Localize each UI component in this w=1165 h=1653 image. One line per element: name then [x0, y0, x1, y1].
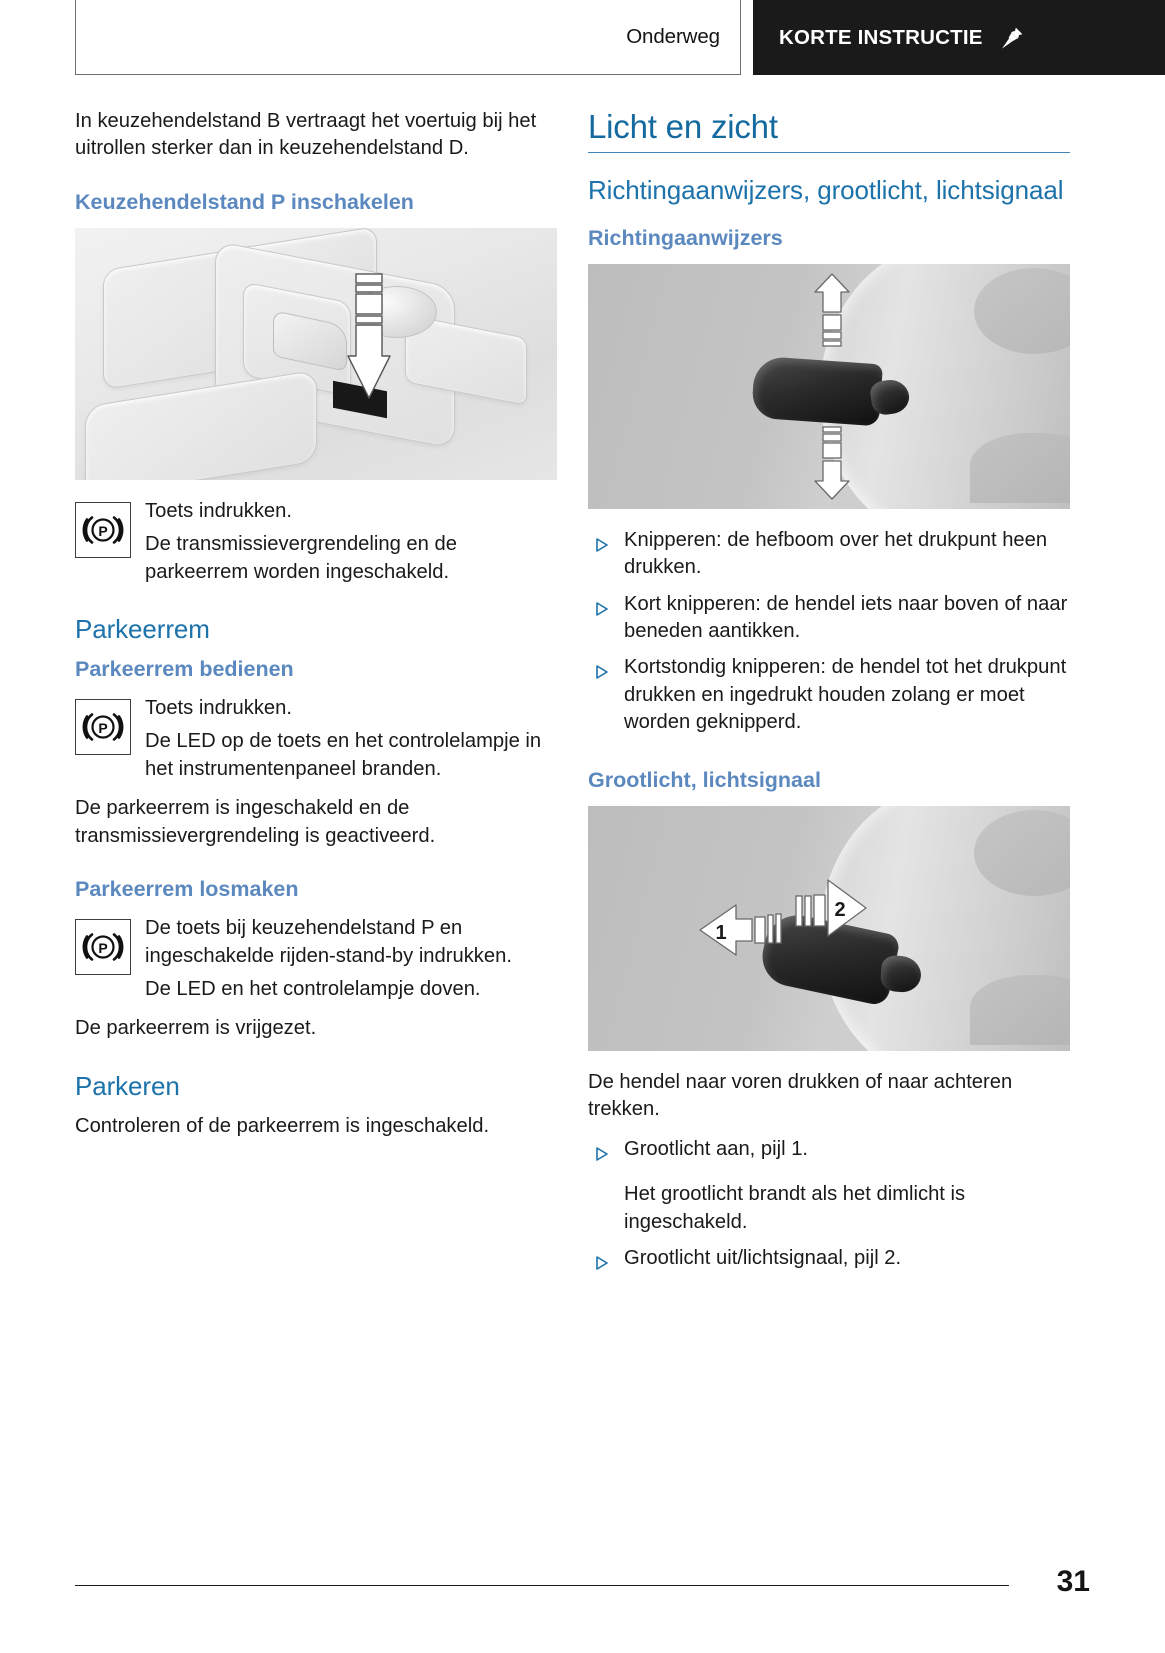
- list-item: [588, 654, 1070, 736]
- list-item: [588, 591, 1070, 646]
- parking-brake-icon: [75, 919, 131, 975]
- losmaken-paragraph: De parkeerrem is vrijgezet.: [75, 1017, 317, 1040]
- icon-block-text-selector-p: [145, 498, 557, 586]
- header-left-margin: [0, 0, 75, 75]
- parking-brake-icon: [75, 699, 131, 755]
- list-item-label: Kortstondig knipperen: de hendel tot het drukpunt drukken en ingedrukt houden zolang er moet worden geknipperd.: [624, 656, 1067, 734]
- svg-text:P: P: [98, 719, 108, 736]
- header-tab-label: KORTE INSTRUCTIE: [779, 25, 983, 49]
- heading-grootlicht-lichtsignaal: Grootlicht, lichtsignaal: [588, 767, 821, 792]
- figure-center-console: [75, 228, 557, 480]
- page-footer: [75, 1567, 1090, 1597]
- parkeren-paragraph: Controleren of de parkeerrem is ingeschakeld.: [75, 1114, 490, 1137]
- high-beam-intro: De hendel naar voren drukken of naar achteren trekken.: [588, 1070, 1013, 1121]
- list-item: [588, 1136, 1070, 1163]
- steering-column-notch-bottom: [970, 433, 1070, 503]
- selector-p-line-2: De transmissievergrendeling en de parkeerrem worden ingeschakeld.: [145, 533, 457, 583]
- icon-block-parkeerrem-bedienen: [75, 695, 557, 783]
- icon-block-text-losmaken: [145, 915, 557, 1003]
- heading-keuzehendelstand-p-inschakelen: Keuzehendelstand P inschakelen: [75, 189, 414, 214]
- header-divider-gap: [741, 0, 753, 75]
- svg-text:P: P: [98, 522, 108, 539]
- high-beam-note: Het grootlicht brandt als het dimlicht is ingeschakeld.: [624, 1183, 966, 1233]
- list-item-label: Grootlicht uit/lichtsignaal, pijl 2.: [624, 1247, 902, 1270]
- arrow-2-icon: [792, 874, 912, 944]
- selector-p-line-1: Toets indrukken.: [145, 499, 292, 522]
- page-header: [0, 0, 1165, 75]
- pin-icon: [999, 25, 1025, 51]
- intro-paragraph: In keuzehendelstand B vertraagt het voertuig bij het uitrollen sterker dan in keuzehendelstand D.: [75, 110, 537, 160]
- heading-parkeerrem-losmaken: Parkeerrem losmaken: [75, 877, 299, 902]
- icon-block-parkeerrem-losmaken: [75, 915, 557, 1003]
- chapter-rule: [588, 152, 1070, 153]
- heading-richtingaanwijzers: Richtingaanwijzers: [588, 225, 783, 250]
- arrow-1-label: 1: [715, 921, 727, 944]
- list-item-label: Knipperen: de hefboom over het drukpunt heen drukken.: [624, 528, 1048, 579]
- heading-richtingaanwijzers-grootlicht-lichtsignaal: Richtingaanwijzers, grootlicht, lichtsignaal: [588, 175, 1064, 205]
- heading-parkeerrem: Parkeerrem: [75, 614, 210, 645]
- high-beam-bullet-list: [588, 1136, 1070, 1163]
- figure-turn-signal-stalk: [588, 264, 1070, 509]
- bedienen-line-1: Toets indrukken.: [145, 696, 292, 719]
- header-tab-quick-instructions[interactable]: [753, 0, 1165, 75]
- svg-text:P: P: [98, 940, 108, 957]
- list-item: [588, 1245, 1070, 1272]
- arrow-2-label: 2: [834, 898, 846, 921]
- chapter-title: Licht en zicht: [588, 108, 778, 145]
- header-section-box: [75, 0, 741, 75]
- down-arrow-icon: [347, 272, 391, 402]
- up-down-arrow-icon: [806, 272, 858, 502]
- losmaken-line-1: De toets bij keuzehendelstand P en ingeschakelde rijden-stand-by indrukken.: [145, 917, 512, 967]
- figure-high-beam-stalk: [588, 806, 1070, 1051]
- list-item-label: Grootlicht aan, pijl 1.: [624, 1137, 809, 1160]
- parking-brake-icon: [75, 502, 131, 558]
- right-column: [588, 108, 1070, 1291]
- left-column: [75, 108, 557, 1156]
- header-section-label: Onderweg: [626, 25, 720, 48]
- turn-signal-bullet-list: [588, 527, 1070, 737]
- footer-rule: [75, 1585, 1009, 1586]
- bedienen-line-2: De LED op de toets en het controlelampje in het instrumentenpaneel branden.: [145, 730, 542, 780]
- heading-parkeren: Parkeren: [75, 1070, 180, 1101]
- icon-block-selector-p: [75, 498, 557, 586]
- bedienen-paragraph: De parkeerrem is ingeschakeld en de transmissievergrendeling is geactiveerd.: [75, 797, 436, 847]
- list-item: [588, 527, 1070, 582]
- high-beam-bullet-list-2: [588, 1245, 1070, 1272]
- page-number: 31: [1056, 1565, 1090, 1598]
- steering-column-notch-bottom: [970, 975, 1070, 1045]
- list-item-label: Kort knipperen: de hendel iets naar boven of naar beneden aantikken.: [624, 592, 1068, 642]
- losmaken-line-2: De LED en het controlelampje doven.: [145, 977, 481, 1000]
- heading-parkeerrem-bedienen: Parkeerrem bedienen: [75, 656, 294, 681]
